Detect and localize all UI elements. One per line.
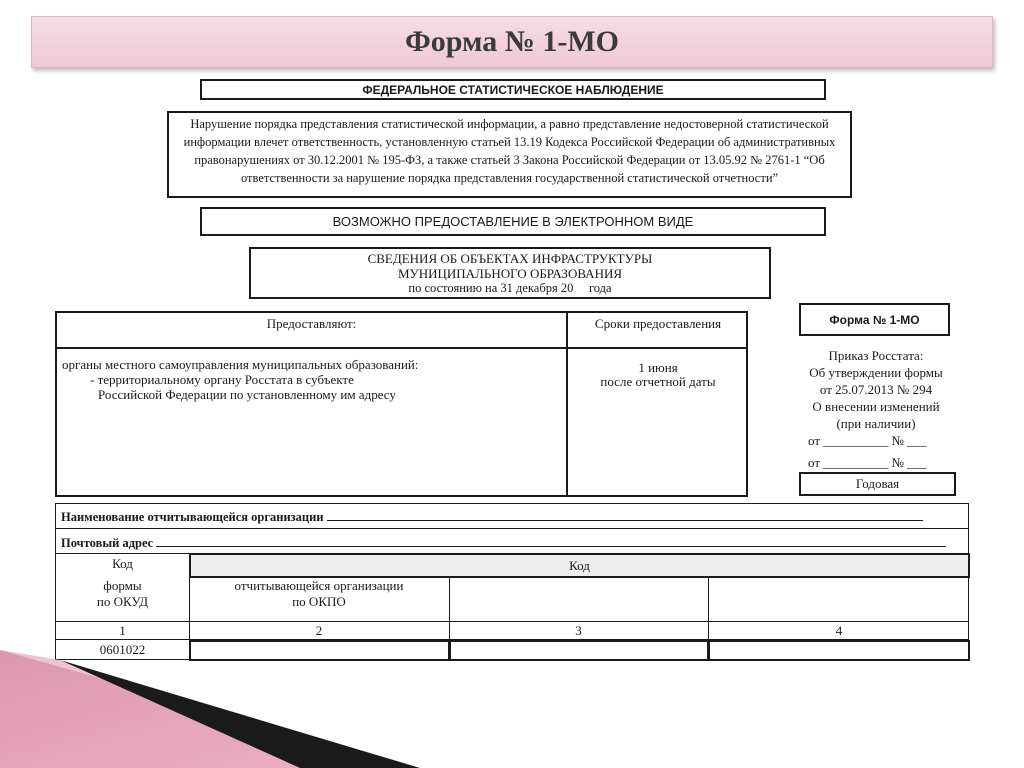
submitters-table (55, 311, 748, 497)
order-line6: от __________ № ___ (808, 433, 927, 448)
postal-label: Почтовый адрес (61, 536, 154, 550)
deadline-line1: 1 июня (638, 360, 678, 375)
electronic-submission-label: ВОЗМОЖНО ПРЕДОСТАВЛЕНИЕ В ЭЛЕКТРОННОМ ВИДЕ (200, 207, 826, 236)
okud-label-line1: формы (103, 578, 142, 593)
legal-warning-text: Нарушение порядка представления статистической информации, а равно представление недостоверной статистической информации влечет ответственность, установленную статьей 13.19 Кодекса Российской Федерации об административных правонарушениях от 30.12.2001 № 195-ФЗ, а также статьей 3 Закона Российской Федерации от 13.05.92 № 2761-1 “Об ответственности за нарушение порядка представления государственной статистической отчетности” (183, 117, 836, 185)
postal-field[interactable] (156, 534, 946, 547)
report-date-line: по состоянию на 31 декабря 20 года (408, 281, 612, 295)
okpo-label (189, 578, 449, 610)
light-wedge (0, 650, 300, 768)
column-number-1: 1 (119, 623, 126, 638)
header-submitters: Предоставляют: (266, 316, 357, 331)
submitters-cell (62, 357, 562, 402)
kod-right-header: Код (189, 553, 970, 578)
code-field-4[interactable] (708, 640, 970, 661)
order-line5: (при наличии) (836, 416, 916, 431)
postal-row (61, 534, 946, 551)
column-number-3: 3 (575, 623, 582, 638)
org-name-row (61, 508, 923, 525)
corner-decoration (0, 630, 420, 768)
column-divider (566, 313, 568, 495)
okud-label (56, 578, 189, 610)
header-deadlines: Сроки предоставления (594, 316, 722, 331)
column-number-2: 2 (315, 623, 323, 638)
report-title-line1: СВЕДЕНИЯ ОБ ОБЪЕКТАХ ИНФРАСТРУКТУРЫ (367, 251, 653, 266)
order-line7: от __________ № ___ (808, 455, 927, 470)
kod-left-label: Код (112, 556, 133, 571)
submitters-line2: - территориальному органу Росстата в субъекте (90, 372, 354, 387)
federal-observation-label: ФЕДЕРАЛЬНОЕ СТАТИСТИЧЕСКОЕ НАБЛЮДЕНИЕ (200, 79, 826, 100)
submitters-line1: органы местного самоуправления муниципальных образований: (62, 357, 419, 372)
form-number-box: Форма № 1-МО (799, 303, 950, 336)
order-line4: О внесении изменений (812, 399, 940, 414)
deadline-line2: после отчетной даты (600, 374, 716, 389)
submitters-line3: Российской Федерации по установленному им адресу (98, 387, 396, 402)
order-line1: Приказ Росстата: (828, 348, 924, 363)
code-field-3[interactable] (449, 640, 709, 661)
period-box: Годовая (799, 472, 956, 496)
org-name-label: Наименование отчитывающейся организации (61, 510, 324, 524)
order-line3: от 25.07.2013 № 294 (819, 382, 933, 397)
legal-warning-box (167, 111, 852, 198)
row-divider (56, 621, 968, 622)
okud-code-value: 0601022 (99, 642, 146, 657)
org-name-field[interactable] (327, 508, 923, 521)
okpo-label-line2: по ОКПО (292, 594, 346, 609)
report-title-box (249, 247, 771, 299)
deadline-cell (568, 361, 748, 389)
column-number-4: 4 (835, 623, 843, 638)
row-divider (56, 528, 968, 529)
report-title-line2: МУНИЦИПАЛЬНОГО ОБРАЗОВАНИЯ (397, 266, 623, 281)
okud-label-line2: по ОКУД (96, 594, 149, 609)
order-line2: Об утверждении формы (809, 365, 943, 380)
page-title: Форма № 1-МО (31, 16, 993, 68)
order-details (790, 347, 962, 471)
okpo-label-line1: отчитывающейся организации (234, 578, 404, 593)
